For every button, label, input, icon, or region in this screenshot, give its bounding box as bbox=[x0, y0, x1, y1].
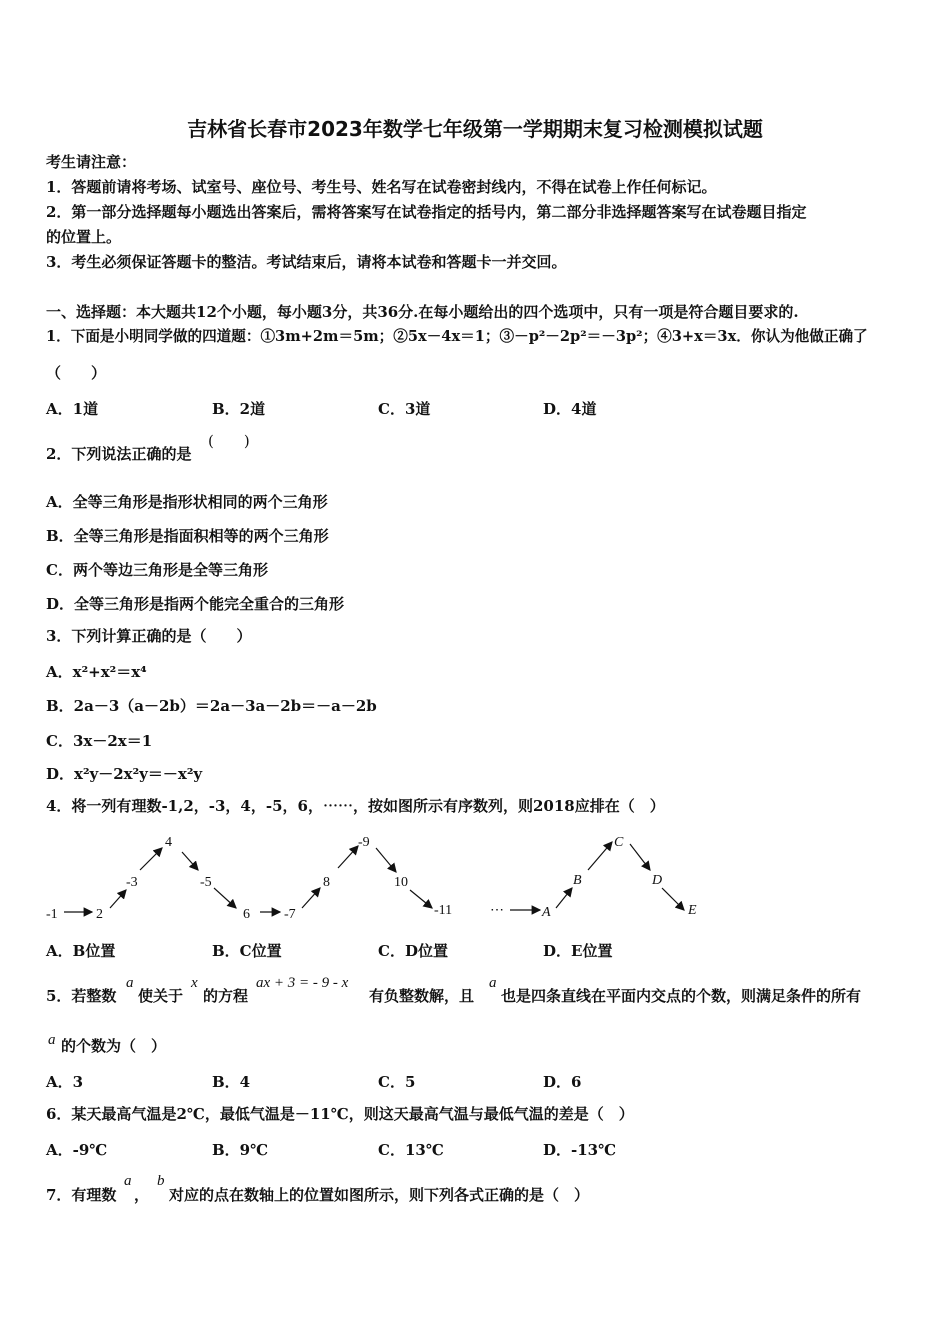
diagram-label-6: 6 bbox=[243, 907, 250, 922]
notice-heading: 考生请注意： bbox=[46, 153, 137, 171]
q7-comma: ， bbox=[134, 1186, 150, 1204]
q5-option-c: C．5 bbox=[378, 1073, 416, 1091]
q2-option-a: A．全等三角形是指形状相同的两个三角形 bbox=[46, 493, 328, 511]
q2-paren: ( ) bbox=[208, 432, 250, 450]
q1-option-c: C．3道 bbox=[378, 400, 431, 418]
q4-option-c: C．D位置 bbox=[378, 942, 448, 960]
q4-sequence-diagram bbox=[40, 826, 720, 926]
q5-stem-c: 的方程 bbox=[203, 987, 249, 1005]
q7-var-a: a bbox=[124, 1173, 132, 1189]
diagram-label-n11: -11 bbox=[434, 903, 453, 918]
q2-option-c: C．两个等边三角形是全等三角形 bbox=[46, 561, 268, 579]
q2-option-d: D．全等三角形是指两个能完全重合的三角形 bbox=[46, 595, 345, 613]
diagram-label-n9: -9 bbox=[358, 835, 370, 850]
notice-item-1: 1．答题前请将考场、试室号、座位号、考生号、姓名写在试卷密封线内，不得在试卷上作任何标记。 bbox=[46, 178, 717, 196]
q7-var-b: b bbox=[157, 1173, 165, 1189]
arrow-9 bbox=[376, 848, 396, 872]
q5-option-a: A．3 bbox=[46, 1073, 84, 1091]
q5-stem-e: 也是四条直线在平面内交点的个数，则满足条件的所有 bbox=[501, 987, 862, 1005]
notice-item-2: 2．第一部分选择题每小题选出答案后，需将答案写在试卷指定的括号内，第二部分非选择题答案写在试卷题目指定 bbox=[46, 203, 807, 221]
arrow-8 bbox=[338, 846, 358, 868]
q4-option-a: A．B位置 bbox=[46, 942, 116, 960]
q1-option-d: D．4道 bbox=[543, 400, 597, 418]
q5-option-b: B．4 bbox=[212, 1073, 251, 1091]
q5-var-a-3: a bbox=[48, 1032, 56, 1048]
arrow-3 bbox=[140, 848, 162, 870]
diagram-label-8: 8 bbox=[323, 875, 330, 890]
q3-option-d: D．x²y－2x²y＝－x²y bbox=[46, 765, 203, 783]
q2-stem: 2．下列说法正确的是 bbox=[46, 445, 192, 463]
diagram-label-n5: -5 bbox=[200, 875, 212, 890]
arrow-2 bbox=[110, 890, 126, 908]
q5-stem-f: 的个数为（ ） bbox=[61, 1037, 167, 1055]
notice-item-2-cont: 的位置上。 bbox=[46, 228, 122, 246]
q2-option-b: B．全等三角形是指面积相等的两个三角形 bbox=[46, 527, 329, 545]
q6-option-d: D．-13℃ bbox=[543, 1141, 617, 1159]
q5-stem-d: 有负整数解，且 bbox=[369, 987, 475, 1005]
q1-paren: （ ） bbox=[46, 364, 107, 382]
q7-stem-a: 7．有理数 bbox=[46, 1186, 117, 1204]
diagram-label-10: 10 bbox=[394, 875, 408, 890]
diagram-label-ellipsis: ⋯ bbox=[490, 903, 504, 918]
arrow-4 bbox=[182, 852, 198, 870]
notice-item-3: 3．考生必须保证答题卡的整洁。考试结束后，请将本试卷和答题卡一并交回。 bbox=[46, 253, 567, 271]
arrow-10 bbox=[410, 890, 432, 908]
q3-stem: 3．下列计算正确的是（ ） bbox=[46, 627, 252, 645]
q3-option-a: A．x²+x²＝x⁴ bbox=[46, 663, 147, 681]
q5-option-d: D．6 bbox=[543, 1073, 582, 1091]
q5-var-a: a bbox=[126, 975, 134, 991]
diagram-label-c: C bbox=[614, 835, 624, 850]
q5-var-x: x bbox=[191, 975, 198, 991]
q4-option-b: B．C位置 bbox=[212, 942, 282, 960]
diagram-label-e: E bbox=[688, 903, 697, 918]
section-heading: 一、选择题：本大题共12个小题，每小题3分，共36分.在每小题给出的四个选项中，只有一项是符合题目要求的. bbox=[46, 303, 799, 321]
arrow-7 bbox=[302, 888, 320, 908]
q5-equation: ax + 3 = - 9 - x bbox=[256, 975, 349, 991]
arrow-15 bbox=[662, 888, 684, 910]
diagram-label-n1: -1 bbox=[46, 907, 58, 922]
diagram-label-n7: -7 bbox=[284, 907, 296, 922]
q5-var-a-2: a bbox=[489, 975, 497, 991]
q1-stem: 1．下面是小明同学做的四道题：①3m+2m＝5m；②5x－4x＝1；③－p²－2p²＝－3p²；④3+x＝3x．你认为他做正确了 bbox=[46, 328, 868, 345]
arrow-5 bbox=[214, 888, 236, 908]
diagram-label-2: 2 bbox=[96, 907, 103, 922]
diagram-label-a: A bbox=[542, 905, 551, 920]
diagram-label-d: D bbox=[652, 873, 663, 888]
q6-option-a: A．-9℃ bbox=[46, 1141, 108, 1159]
diagram-label-n3: -3 bbox=[126, 875, 138, 890]
q1-option-a: A．1道 bbox=[46, 400, 99, 418]
diagram-label-b: B bbox=[573, 873, 582, 888]
diagram-label-4: 4 bbox=[165, 835, 172, 850]
q4-stem: 4．将一列有理数-1,2，-3，4，-5，6，⋯⋯，按如图所示有序数列，则2018应排在（ ） bbox=[46, 797, 665, 815]
q5-stem-b: 使关于 bbox=[138, 987, 184, 1005]
q3-option-b: B．2a－3（a－2b）＝2a－3a－2b＝－a－2b bbox=[46, 697, 377, 715]
arrow-13 bbox=[588, 842, 612, 870]
q1-option-b: B．2道 bbox=[212, 400, 266, 418]
q4-option-d: D．E位置 bbox=[543, 942, 613, 960]
arrow-14 bbox=[630, 844, 650, 870]
arrow-12 bbox=[556, 888, 572, 908]
q3-option-c: C．3x－2x＝1 bbox=[46, 732, 153, 750]
q6-stem: 6．某天最高气温是2℃，最低气温是－11℃，则这天最高气温与最低气温的差是（ ） bbox=[46, 1105, 634, 1123]
q6-option-c: C．13℃ bbox=[378, 1141, 444, 1159]
q5-stem-a: 5．若整数 bbox=[46, 987, 117, 1005]
q7-stem-b: 对应的点在数轴上的位置如图所示，则下列各式正确的是（ ） bbox=[169, 1186, 590, 1204]
page-title: 吉林省长春市2023年数学七年级第一学期期末复习检测模拟试题 bbox=[187, 117, 763, 141]
q6-option-b: B．9℃ bbox=[212, 1141, 269, 1159]
